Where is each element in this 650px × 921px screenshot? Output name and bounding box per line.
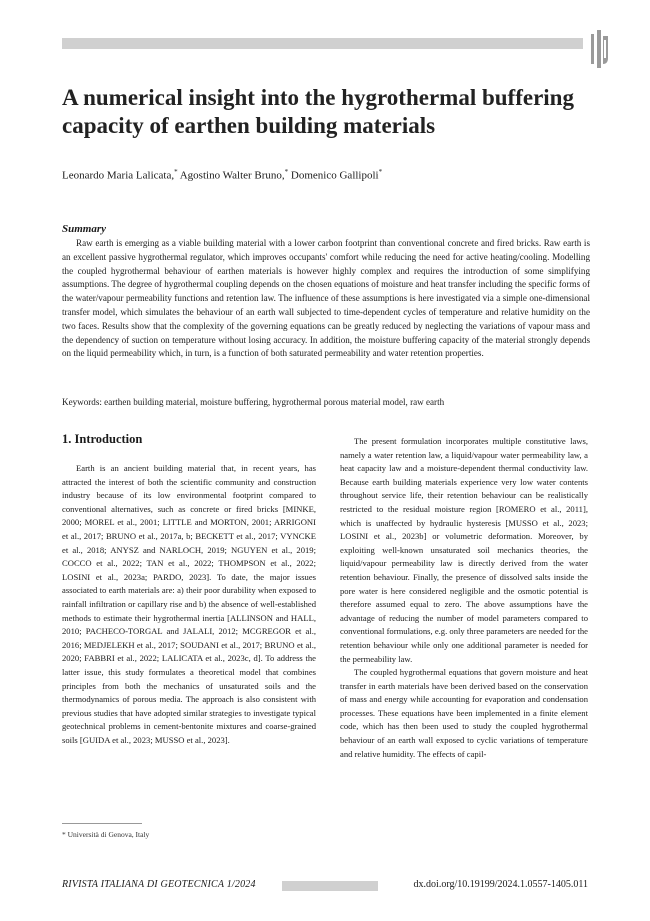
paragraph: The present formulation incorporates multiple constitutive laws, namely a water retention law, a liquid/vapour water permeability law, a heat capacity law and a moisture-dependent thermal conductivity law. Because earth building materials experience very low water contents throughout service life, their retention behaviour can be realistically restricted to the residual moisture region [ROMERO et al., 2011], which is unaffected by hydraulic hysteresis [MUSSO et al., 2023; LOSINI et al., 2023b] or volumetric deformation. Moreover, by exploiting well-known unsaturated soil mechanics theories, the liquid/vapour permeability law is directly derived from the water retention behaviour. Finally, the presence of dissolved salts inside the pore water is here considered negligible and the osmotic potential is therefore assumed equal to zero. The above assumptions have the advantage of reducing the number of model parameters compared to conventional formulations, e.g. only three parameters are needed for the retention behaviour while only one additional parameter is needed for the permeability law. [340, 436, 588, 664]
intro-left-column: Earth is an ancient building material that, in recent years, has attracted the interest of both the scientific community and construction industry because of its low environmental footprint compared to conventional alternatives, such as concrete or fired bricks [MINKE, 2000; MOREL et al., 2001; LITTLE and MORTON, 2001; ARRIGONI et al., 2017; BRUNO et al., 2017a, b; BECKETT et al., 2017; VYNCKE et al., 2018; ANYSZ and NARLOCH, 2019; NGUYEN et al., 2019; COCCO et al., 2022; TAN et al., 2022; THOMPSON et al., 2022; LOSINI et al., 2023a; PARDO, 2023]. To date, the major issues associated to earth materials are: a) their poor durability when exposed to rainfall infiltration or capillary rise and b) the absence of well-established methods to estimate their hygrothermal inertia [ALLINSON and HALL, 2010; PACHECO-TORGAL and JALALI, 2012; MCGREGOR et al., 2016; MEDJELEKH et al., 2017; SOUDANI et al., 2017; BRUNO et al., 2020; FABBRI et al., 2022; LALICATA et al., 2023c, d]. To address the latter issue, this study formulates a theoretical model that combines principles from both the mechanics of unsaturated soils and the thermodynamics of porous media. The approach is also consistent with previous studies that have adopted similar strategies to investigate typical geotechnical problems in cement-bentonite mixtures and coarse-grained soils [GUIDA et al., 2023; MUSSO et al., 2023]. [62, 463, 316, 745]
footer-doi-link[interactable]: dx.doi.org/10.19199/2024.1.0557-1405.011 [413, 879, 588, 890]
paragraph: The coupled hygrothermal equations that govern moisture and heat transfer in earth materials have been derived based on the conservation of mass and energy while accounting for evaporation and condensation processes. These equations have been implemented in a finite element code, which has then been used to study the coupled hygrothermal behaviour of an earth wall exposed to cyclic variations of temperature and relative humidity. The effects of capil- [340, 667, 588, 759]
author-affiliation-mark: * [378, 168, 383, 176]
article-title: A numerical insight into the hygrothermal buffering capacity of earthen building materials [62, 85, 574, 138]
journal-logo-icon [589, 26, 611, 72]
author-name: Domenico Gallipoli [288, 169, 379, 182]
author-name: Leonardo Maria Lalicata, [62, 169, 175, 182]
intro-right-column [340, 435, 588, 761]
section-heading-introduction: 1. Introduction [62, 432, 143, 446]
author-list [62, 165, 602, 183]
footer-bar [282, 881, 378, 891]
keywords: Keywords: earthen building material, moisture buffering, hygrothermal porous material model, raw earth [62, 397, 445, 407]
footnote-divider [62, 823, 142, 824]
author-affiliation-mark: * [284, 168, 289, 176]
author-affiliation-mark: * [174, 168, 178, 176]
footer-journal-name: RIVISTA ITALIANA DI GEOTECNICA 1/2024 [62, 879, 256, 890]
summary-heading: Summary [62, 223, 107, 235]
affiliation-footnote: * Università di Genova, Italy [62, 830, 150, 839]
header-bar [62, 38, 583, 49]
summary-text: Raw earth is emerging as a viable building material with a lower carbon footprint than conventional concrete and fired bricks. Raw earth is an excellent passive hygrothermal regulator, which improves occupants' comfort while reducing the need for active heating/cooling. Modelling the coupled hygrothermal behaviour of earthen materials is however highly complex and requires the introduction of some simplifying assumptions. The degree of hygrothermal coupling depends on the chosen equations of moisture and heat transfer including the specific forms of the water/vapour permeability functions and retention law. The influence of these assumptions is here investigated via a simple one-dimensional transfer model, which simulates the behaviour of an earth wall subjected to time-dependent cycles of temperature and relative humidity on the two faces. Results show that the complexity of the governing equations can be greatly reduced by neglecting the variations of vapour mass and the dependency of suction on temperature without losing accuracy. In addition, the moisture buffering capacity of the material strongly depends on the liquid permeability which, in turn, is a function of both saturated permeability and water retention properties. [62, 238, 590, 359]
author-name: Agostino Walter Bruno, [177, 169, 285, 182]
